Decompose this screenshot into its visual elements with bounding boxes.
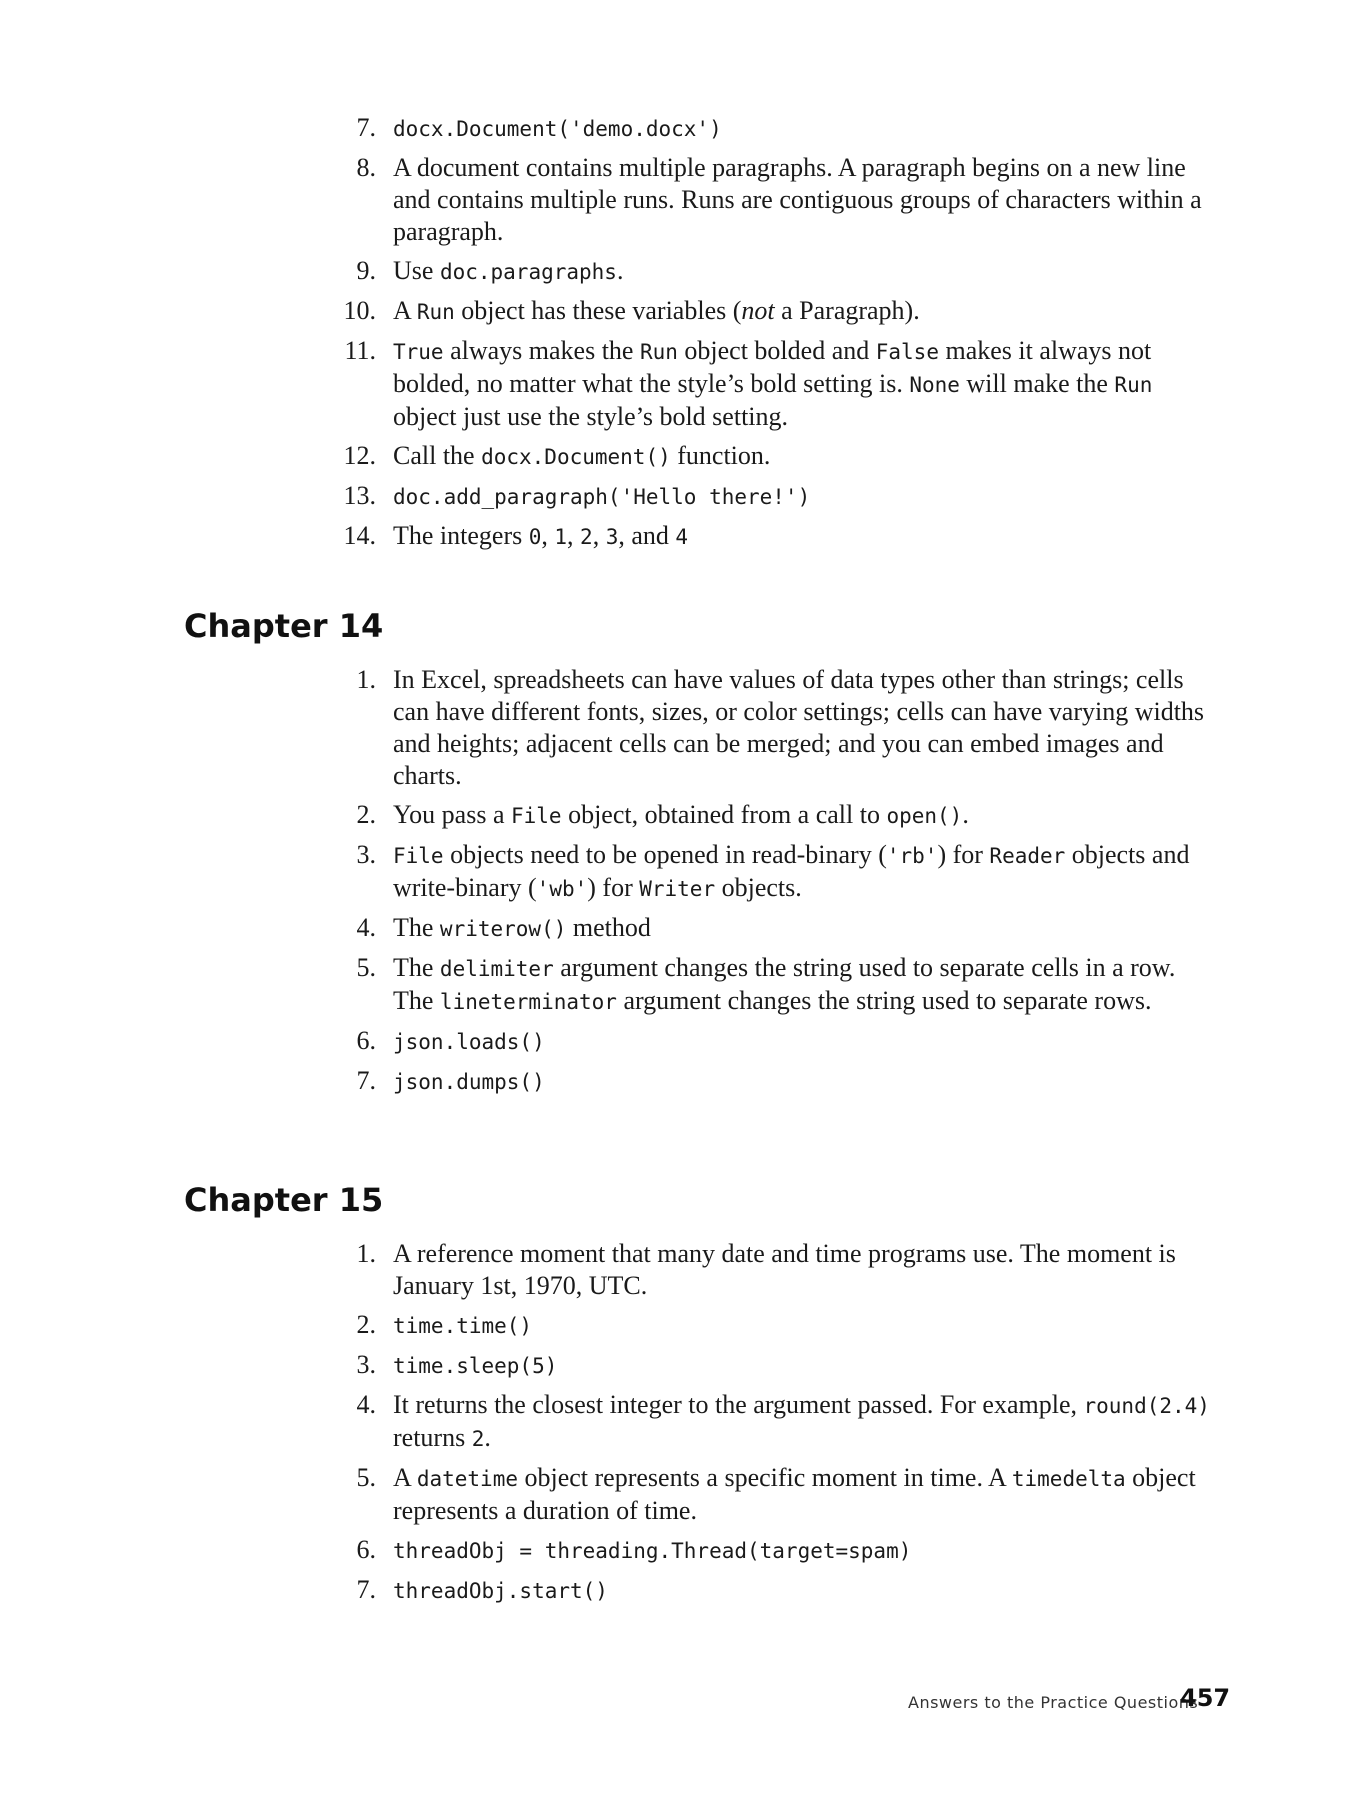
answer-item — [330, 520, 1210, 553]
code-fragment: 1 — [554, 525, 568, 549]
answer-number: 6. — [356, 1535, 376, 1564]
code-fragment: timedelta — [1011, 1467, 1126, 1491]
answer-item — [330, 839, 1210, 905]
text-fragment: , — [541, 521, 555, 550]
answer-item — [330, 1065, 1210, 1098]
text-fragment: a Paragraph). — [774, 296, 920, 325]
code-fragment: threadObj.start() — [393, 1579, 608, 1603]
answer-text — [393, 1534, 1210, 1567]
code-fragment: time.sleep(5) — [393, 1354, 558, 1378]
code-fragment: open() — [886, 804, 963, 828]
answer-item — [330, 1349, 1210, 1382]
answer-item — [330, 295, 1210, 328]
text-fragment: You pass a — [393, 800, 511, 829]
answer-text — [393, 1065, 1210, 1098]
text-fragment: always makes the — [443, 336, 640, 365]
code-fragment: Run — [416, 300, 455, 324]
code-fragment: json.loads() — [393, 1030, 545, 1054]
answer-number: 8. — [356, 153, 376, 182]
text-fragment: makes it always not bolded, no matter what the style’s bold setting is. — [393, 336, 1152, 398]
code-fragment: Writer — [639, 877, 716, 901]
code-fragment: False — [875, 340, 939, 364]
answer-item — [330, 112, 1210, 145]
answer-item — [330, 335, 1210, 433]
text-fragment: A — [393, 296, 417, 325]
answer-item — [330, 1238, 1210, 1302]
answer-text — [393, 1025, 1210, 1058]
code-fragment: 4 — [675, 525, 689, 549]
text-fragment: , — [567, 521, 581, 550]
text-fragment: . — [616, 256, 624, 285]
text-fragment: , — [592, 521, 606, 550]
answer-item — [330, 1025, 1210, 1058]
text-fragment: A — [393, 1463, 417, 1492]
answer-text — [393, 440, 1210, 473]
answer-number: 4. — [356, 1390, 376, 1419]
text-fragment: will make the — [959, 369, 1115, 398]
answer-text — [393, 799, 1210, 832]
code-fragment: 'rb' — [886, 844, 938, 868]
code-fragment: threadObj = threading.Thread(target=spam) — [393, 1539, 912, 1563]
text-fragment: method — [566, 913, 651, 942]
answer-number: 10. — [343, 296, 376, 325]
answer-number: 4. — [356, 913, 376, 942]
text-fragment: The — [393, 953, 440, 982]
code-fragment: json.dumps() — [393, 1070, 545, 1094]
answer-text — [393, 664, 1210, 792]
code-fragment: 'wb' — [536, 877, 588, 901]
answer-text — [393, 520, 1210, 553]
text-fragment: objects need to be opened in read-binary ( — [443, 840, 887, 869]
running-footer-title: Answers to the Practice Questions — [908, 1693, 1199, 1712]
answer-text — [393, 255, 1210, 288]
answer-item — [330, 799, 1210, 832]
text-fragment: returns — [393, 1423, 472, 1452]
text-fragment: object has these variables ( — [454, 296, 742, 325]
text-fragment: Use — [393, 256, 440, 285]
answer-text — [393, 295, 1210, 328]
text-fragment: The integers — [393, 521, 529, 550]
answer-number: 9. — [356, 256, 376, 285]
answer-number: 2. — [356, 1310, 376, 1339]
code-fragment: doc.add_paragraph('Hello there!') — [393, 485, 811, 509]
answer-number: 2. — [356, 800, 376, 829]
answer-item — [330, 440, 1210, 473]
code-fragment: 3 — [605, 525, 619, 549]
text-fragment: argument changes the string used to separate cells in a row. The — [393, 953, 1176, 1015]
code-fragment: File — [393, 844, 444, 868]
answer-item — [330, 1389, 1210, 1455]
answer-text — [393, 1462, 1210, 1527]
answer-number: 14. — [343, 521, 376, 550]
answer-item — [330, 1309, 1210, 1342]
answer-text — [393, 1238, 1210, 1302]
answer-number: 6. — [356, 1026, 376, 1055]
text-fragment: objects. — [715, 873, 802, 902]
code-fragment: 2 — [580, 525, 593, 549]
answer-text — [393, 1574, 1210, 1607]
text-fragment: In Excel, spreadsheets can have values of data types other than strings; cells can have different fonts, sizes, or color settings; cells can have varying widths and heights; adjacent cells can be merged; and you can embed images and charts. — [393, 665, 1205, 790]
answer-number: 5. — [356, 1463, 376, 1492]
answer-number: 12. — [343, 441, 376, 470]
answer-text — [393, 1309, 1210, 1342]
text-fragment: object, obtained from a call to — [561, 800, 887, 829]
answer-item — [330, 1574, 1210, 1607]
code-fragment: docx.Document() — [481, 445, 671, 469]
answer-number: 7. — [356, 113, 376, 142]
code-fragment: doc.paragraphs — [439, 260, 617, 284]
emphasis-text: not — [741, 296, 775, 325]
answer-item — [330, 1462, 1210, 1527]
answer-list-chapter-13 — [330, 112, 1210, 560]
answer-number: 1. — [356, 665, 376, 694]
code-fragment: time.time() — [393, 1314, 533, 1338]
text-fragment: object represents a duration of time. — [393, 1463, 1196, 1525]
text-fragment: ) for — [587, 873, 640, 902]
answer-text — [393, 112, 1210, 145]
answer-text — [393, 912, 1210, 945]
answer-item — [330, 912, 1210, 945]
code-fragment: None — [909, 373, 960, 397]
answer-item — [330, 255, 1210, 288]
answer-number: 7. — [356, 1066, 376, 1095]
answer-item — [330, 1534, 1210, 1567]
code-fragment: round(2.4) — [1083, 1394, 1210, 1418]
answer-text — [393, 839, 1210, 905]
text-fragment: A document contains multiple paragraphs. A paragraph begins on a new line and contains multiple runs. Runs are contiguous groups of characters within a paragraph. — [393, 153, 1202, 246]
answer-item — [330, 664, 1210, 792]
code-fragment: File — [511, 804, 562, 828]
answer-text — [393, 335, 1210, 433]
text-fragment: The — [393, 913, 440, 942]
code-fragment: 2 — [471, 1427, 485, 1451]
text-fragment: object just use the style’s bold setting. — [393, 402, 789, 431]
answer-number: 3. — [356, 1350, 376, 1379]
code-fragment: writerow() — [439, 917, 567, 941]
text-fragment: function. — [670, 441, 771, 470]
text-fragment: ) for — [937, 840, 990, 869]
text-fragment: object represents a specific moment in time. A — [518, 1463, 1012, 1492]
code-fragment: Reader — [989, 844, 1066, 868]
answer-item — [330, 480, 1210, 513]
chapter-14-heading: Chapter 14 — [184, 607, 384, 645]
text-fragment: argument changes the string used to separate rows. — [616, 986, 1152, 1015]
text-fragment: object bolded and — [677, 336, 876, 365]
answer-text — [393, 1349, 1210, 1382]
answer-number: 1. — [356, 1239, 376, 1268]
answer-item — [330, 152, 1210, 248]
answer-list-chapter-15 — [330, 1238, 1210, 1614]
text-fragment: objects and write-binary ( — [393, 840, 1190, 902]
code-fragment: docx.Document('demo.docx') — [393, 117, 722, 141]
page-number: 457 — [1180, 1684, 1231, 1712]
chapter-15-heading: Chapter 15 — [184, 1181, 384, 1219]
answer-number: 3. — [356, 840, 376, 869]
text-fragment: Call the — [393, 441, 482, 470]
text-fragment: It returns the closest integer to the argument passed. For example, — [393, 1390, 1084, 1419]
text-fragment: , and — [618, 521, 676, 550]
code-fragment: Run — [639, 340, 678, 364]
answer-text — [393, 480, 1210, 513]
text-fragment: A reference moment that many date and time programs use. The moment is January 1st, 1970, UTC. — [393, 1239, 1176, 1300]
answer-list-chapter-14 — [330, 664, 1210, 1105]
answer-text — [393, 152, 1210, 248]
answer-number: 7. — [356, 1575, 376, 1604]
answer-number: 13. — [343, 481, 376, 510]
code-fragment: delimiter — [439, 957, 554, 981]
answer-text — [393, 952, 1210, 1018]
code-fragment: Run — [1114, 373, 1153, 397]
text-fragment: . — [962, 800, 969, 829]
answer-item — [330, 952, 1210, 1018]
code-fragment: datetime — [416, 1467, 518, 1491]
answer-number: 5. — [356, 953, 376, 982]
answer-number: 11. — [344, 336, 376, 365]
text-fragment: . — [484, 1423, 491, 1452]
answer-text — [393, 1389, 1210, 1455]
code-fragment: 0 — [528, 525, 542, 549]
code-fragment: True — [393, 340, 444, 364]
code-fragment: lineterminator — [439, 990, 617, 1014]
